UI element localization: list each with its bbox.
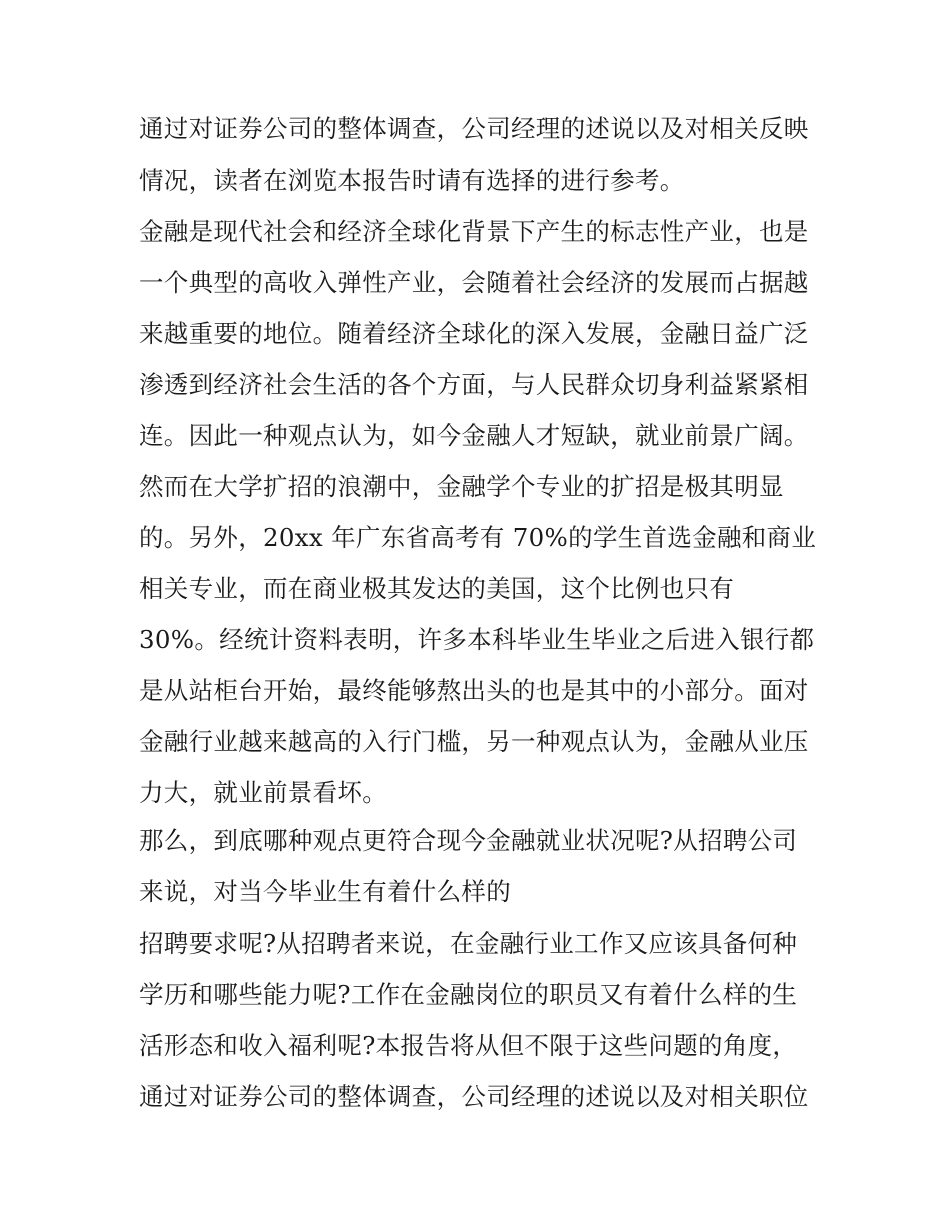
text-line: 金融是现代社会和经济全球化背景下产生的标志性产业，也是 bbox=[139, 217, 809, 246]
text-line: 一个典型的高收入弹性产业，会随着社会经济的发展而占据越 bbox=[139, 268, 809, 297]
text-line: 活形态和收入福利呢?本报告将从但不限于这些问题的角度， bbox=[139, 1031, 798, 1060]
text-line: 学历和哪些能力呢?工作在金融岗位的职员又有着什么样的生 bbox=[139, 980, 798, 1009]
text-line: 然而在大学扩招的浪潮中，金融学个专业的扩招是极其明显 bbox=[139, 472, 784, 501]
text-line: 那么，到底哪种观点更符合现今金融就业状况呢?从招聘公司 bbox=[139, 826, 798, 855]
text-line: 30%。经统计资料表明，许多本科毕业生毕业之后进入银行都 bbox=[139, 625, 815, 654]
text-line: 连。因此一种观点认为，如今金融人才短缺，就业前景广阔。 bbox=[139, 421, 809, 450]
text-line: 来越重要的地位。随着经济全球化的深入发展，金融日益广泛 bbox=[139, 319, 809, 348]
text-line: 相关专业，而在商业极其发达的美国，这个比例也只有 bbox=[139, 574, 735, 603]
text-line: 是从站柜台开始，最终能够熬出头的也是其中的小部分。面对 bbox=[139, 676, 809, 705]
text-line: 金融行业越来越高的入行门槛，另一种观点认为，金融从业压 bbox=[139, 727, 809, 756]
text-line: 渗透到经济社会生活的各个方面，与人民群众切身利益紧紧相 bbox=[139, 370, 809, 399]
text-line: 通过对证券公司的整体调查，公司经理的述说以及对相关反映 bbox=[139, 114, 809, 143]
text-line: 力大，就业前景看坏。 bbox=[139, 778, 387, 807]
text-line: 情况，读者在浏览本报告时请有选择的进行参考。 bbox=[139, 166, 685, 195]
text-line: 通过对证券公司的整体调查，公司经理的述说以及对相关职位 bbox=[139, 1082, 809, 1111]
text-line: 的。另外，20xx 年广东省高考有 70%的学生首选金融和商业 bbox=[139, 523, 817, 552]
text-line: 招聘要求呢?从招聘者来说，在金融行业工作又应该具备何种 bbox=[139, 929, 798, 958]
text-line: 来说，对当今毕业生有着什么样的 bbox=[139, 877, 511, 906]
